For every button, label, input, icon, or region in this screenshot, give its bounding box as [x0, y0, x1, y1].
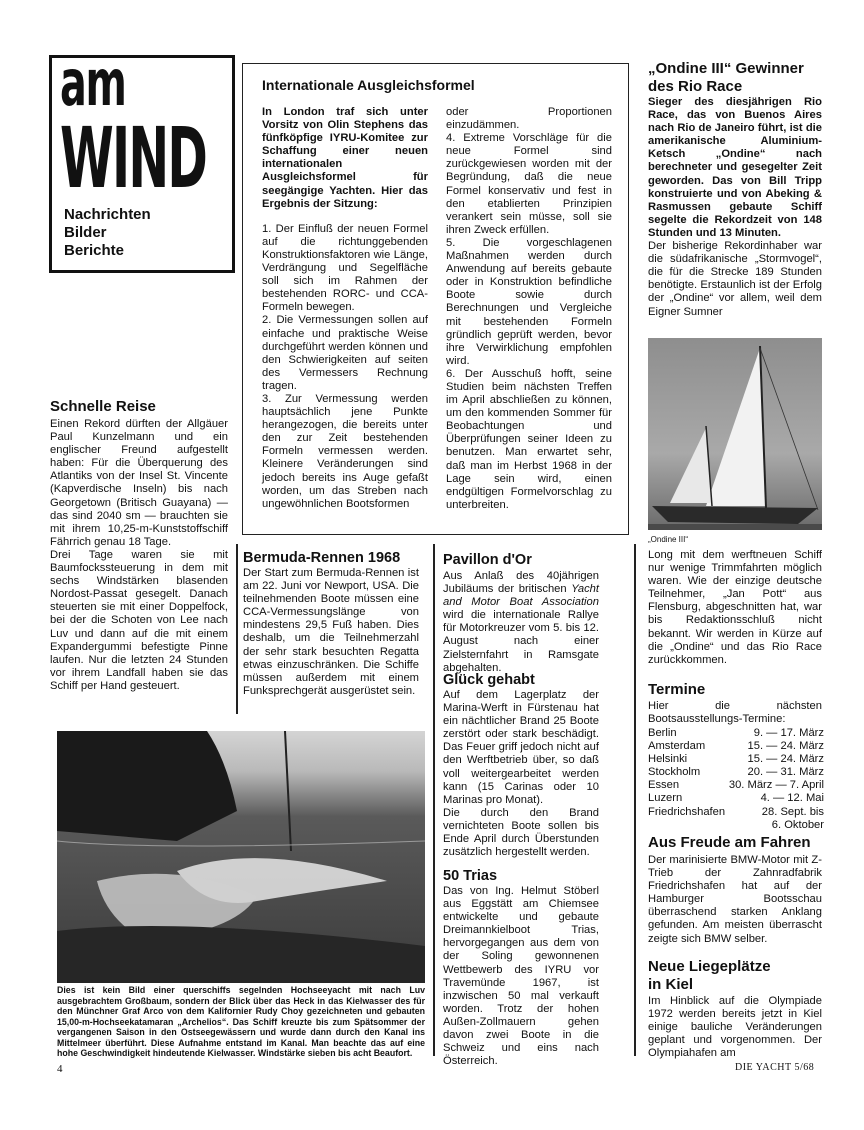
formel-p5: 5. Die vorgeschlagenen Maßnahmen werden durch Anwendung auf bereits gebaute oder in Konstruktion befindliche Boote sowie durch Berechnungen und Vergleiche mit bestehenden Formeln gründlich geprüft werden, bevor ihre Verwirklichung empfohlen wird. [446, 236, 612, 367]
pavillon-title: Pavillon d'Or [443, 552, 532, 568]
termine-cell: Amsterdam [648, 740, 706, 753]
formel-p6: 6. Der Ausschuß hofft, seine Studien beim nächsten Treffen im April abschließen zu können, um den kommenden Sommer für Beobachtungen und Überprüfungen seiner Ideen zu benutzen. Man erwartet sehr, daß man im Herbst 1968 in der Lage sein wird, einen endgültigen Formelvorschlag zu unterbreiten. [446, 367, 612, 511]
termine-cell: Essen [648, 779, 680, 792]
termine-intro: Hier die nächsten Bootsausstellungs-Termine: [648, 700, 822, 726]
termine-cell: 28. Sept. bis [761, 805, 824, 818]
liege-title: Neue Liegeplätze in Kiel [648, 958, 771, 993]
schnelle-text: Einen Rekord dürften der Allgäuer Paul Kunzelmann und ein englischer Freund aufgestellt haben: Für die Überquerung des Atlantiks von der Insel St. Vincente (Kapverdische Inseln) bis nach Georgetown (Britisch Guayana) — das sind 2040 sm — brauchten sie mit ihrem 10,25-m-Kunststoffschiff Fährrich genau 18 Tage. Drei Tage waren sie mit Baumfockssteuerung in dem mit sechs Windstärken blasenden Nordost-Passat gesegelt. Danach steuerten sie mit einer Doppelfock, bei der die Schoten von Lee nach Luv und dann auf die mit einem Expandergummi befestigte Pinne laufen. Nur die letzten 24 Stunden vor ihrem Landfall haben sie das Schiff per Hand gesteuert. [50, 418, 228, 692]
freude-title: Aus Freude am Fahren [648, 834, 811, 851]
ondine-body2: Long mit dem werftneuen Schiff nur wenige Trimmfahrten möglich waren. Wie der einzige deutsche Teilnehmer, „Jan Pott“ aus Flensburg, abgeschnitten hat, war bis Redaktionsschluß nicht bekannt. Wir werden in Kürze auf die „Ondine“ und das Rio Race zurückkommen. [648, 549, 822, 666]
termine-table [648, 727, 824, 832]
termine-cell: 30. März — 7. April [728, 779, 824, 792]
termine-cell: Friedrichshafen [648, 805, 726, 818]
masthead-box [49, 47, 235, 273]
termine-cell: 15. — 24. März [747, 753, 824, 766]
termine-cell: 4. — 12. Mai [760, 792, 824, 805]
termine-row [648, 779, 824, 792]
center-column-rule [433, 544, 435, 1056]
formel-p2: 2. Die Vermessungen sollen auf einfache und praktische Weise durchgeführt werden können und den Schwierigkeiten auf seiten des Vermessers Rechnung tragen. [262, 314, 428, 392]
termine-cell: Berlin [648, 727, 677, 739]
formel-lead: In London traf sich unter Vorsitz von Olin Stephens das fünfköpfige IYRU-Komitee zur Schaffung einer neuen internationalen Ausgleichsformel für seegängige Yachten. Hier das Ergebnis der Sitzung: [262, 106, 428, 210]
formel-p4: 4. Extreme Vorschläge für die neue Formel sind zurückgewiesen worden mit der Begründung, daß die neue Formel konservativ und fest in den etablierten Prinzipien verankert sein müsse, soll sie ihren Zweck erfüllen. [446, 132, 612, 236]
termine-row [648, 806, 824, 819]
termine-cell: Luzern [648, 792, 683, 805]
termine-row [648, 753, 824, 766]
ondine-lead: Sieger des diesjährigen Rio Race, das von Buenos Aires nach Rio de Janeiro führt, ist die amerikanische Aluminium-Ketsch „Ondine“ nach berechneter und gesegelter Zeit geworden. Das von Bill Tripp konstruierte und von Abeking & Rasmussen gebaute Schiff segelte die Rekordzeit von 148 Stunden und 13 Minuten. [648, 96, 822, 239]
termine-row [648, 792, 824, 805]
right-column-rule [634, 544, 636, 1056]
freude-text: Der marinisierte BMW-Motor mit Z-Trieb der Zahnradfabrik Friedrichshafen hat auf der Hamburger Bootsschau überraschend starken Anklang gefunden. Am meisten überrascht zeigte sich BMW selber. [648, 854, 822, 945]
bermuda-text: Der Start zum Bermuda-Rennen ist am 22. Juni vor Newport, USA. Die teilnehmenden Boote müssen eine CCA-Vermessungslänge von mindestens 29,5 Fuß haben. Dies deshalb, um die Teilnehmerzahl der sehr stark besuchten Regatta etwas einzuschränken. Die Schiffe müssen außerdem mit einem Funksprechgerät ausgerüstet sein. [243, 567, 419, 697]
formel-col2 [446, 106, 612, 512]
wake-caption: Dies ist kein Bild einer querschiffs segelnden Hochseeyacht mit nach Luv ausgebrachtem Großbaum, sondern der Blick über das Heck in das Kielwasser des für den Münchner Graf Arco von dem Kalifornier Rudy Choy gezeichneten und gebauten 15,00-m-Hochseekatamaran „Archelios“. Das Schiff kreuzte bis zum Spätsommer der vergangenen Saison in den Ostseegewässern und wurde dann durch den Kanal ins Mittelmeer überführt. Diese Aufnahme entstand im Kanal. Man beachte das auf eine hohe Geschwindigkeit hindeutende Kielwasser. Windstärke sieben bis acht Beaufort. [57, 985, 425, 1058]
formel-col1 [262, 106, 428, 511]
masthead-subtitle: Nachrichten Bilder Berichte [64, 206, 151, 259]
masthead-wind: WIND [60, 109, 207, 207]
formel-title: Internationale Ausgleichsformel [262, 77, 475, 93]
schnelle-title: Schnelle Reise [50, 398, 156, 415]
termine-title: Termine [648, 681, 706, 698]
termine-cell: Stockholm [648, 766, 701, 779]
formel-p1: 1. Der Einfluß der neuen Formel auf die richtunggebenden Konstruktionsfaktoren wie Länge, Verdrängung und Segelfläche soll sich im Rahmen der bestehenden RORC- und CCA-Formeln bewegen. [262, 222, 428, 314]
termine-row [648, 727, 824, 740]
termine-row [648, 819, 824, 832]
liege-text: Im Hinblick auf die Olympiade 1972 werden bereits jetzt in Kiel einige bauliche Veränderungen geplant und vorgenommen. Der Olympiahafen am [648, 995, 822, 1060]
termine-cell: Helsinki [648, 753, 688, 766]
ondine-text1 [648, 96, 822, 319]
magazine-footer: DIE YACHT 5/68 [735, 1062, 815, 1073]
trias-title: 50 Trias [443, 868, 498, 884]
termine-cell: 6. Oktober [771, 818, 824, 831]
masthead-am: am [60, 47, 126, 121]
ondine-sailboat-image [648, 338, 822, 530]
formel-p3b: oder Proportionen einzudämmen. [446, 106, 612, 132]
trias-text: Das von Ing. Helmut Stöberl aus Eggstätt am Chiemsee entwickelte und gebaute Dreimannkielboot Trias, hervorgegangen aus dem von der Soling gewonnenen Wettbewerb des IYRU vor Travemünde 1967, ist inzwischen 50 mal verkauft worden. Trotz der hohen Außen-Zollmauern gehen davon zwei Boote in die Schweiz und eins nach Österreich. [443, 885, 599, 1068]
termine-cell: 9. — 17. März [753, 727, 824, 739]
ondine-photo [648, 338, 822, 530]
ondine-title: „Ondine III“ Gewinner des Rio Race [648, 60, 804, 95]
glueck-text: Auf dem Lagerplatz der Marina-Werft in Fürstenau hat ein nächtlicher Brand 25 Boote zerstört oder stark beschädigt. Das Feuer griff jedoch nicht auf den Werftbetrieb über, so daß voll weitergearbeitet werden kann (15 Carinas oder 10 Marinas pro Monat). Die durch den Brand vernichteten Boote sollen bis Ende April durch Überstunden zusätzlich hergestellt werden. [443, 689, 599, 859]
wake-sea-image [57, 731, 425, 983]
glueck-title: Glück gehabt [443, 672, 535, 688]
termine-row [648, 740, 824, 753]
ondine-photo-caption: „Ondine III“ [648, 535, 689, 544]
termine-cell: 15. — 24. März [747, 740, 824, 753]
termine-row [648, 766, 824, 779]
page-number: 4 [57, 1063, 63, 1075]
ondine-body1: Der bisherige Rekordinhaber war die südafrikanische „Stormvogel“, die für die Strecke 189 Stunden benötigte. Erstaunlich ist der Erfolg der „Ondine“ vor allem, weil dem Eigner Sumner [648, 240, 822, 318]
bermuda-rule [236, 544, 238, 714]
bermuda-title: Bermuda-Rennen 1968 [243, 550, 401, 566]
formel-p3: 3. Zur Vermessung werden hauptsächlich jene Punkte herangezogen, die bereits unter den zur Zeit bestehenden Formeln vermessen werden. Kleinere Veränderungen sind jedoch bereits ins Auge gefaßt worden, um das Streben nach ungewöhnlichen Bootsformen [262, 392, 428, 510]
termine-cell: 20. — 31. März [747, 766, 824, 779]
pavillon-text: Aus Anlaß des 40jährigen Jubiläums der britischen Yacht and Motor Boat Association wird die internationale Rallye für Motorkreuzer vom 5. bis 12. August nach einer Zielsternfahrt in Ramsgate abgehalten. [443, 570, 599, 674]
wake-photo [57, 731, 425, 983]
